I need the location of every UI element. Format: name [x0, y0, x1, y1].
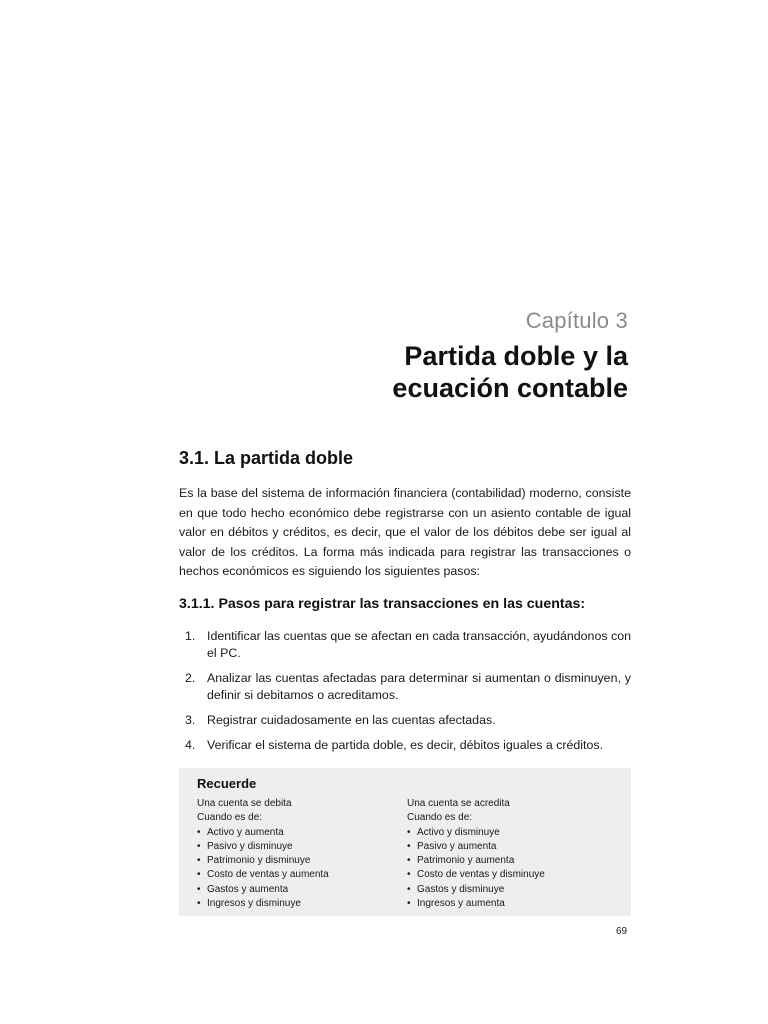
- step-number: 1.: [185, 629, 196, 643]
- step-number: 4.: [185, 738, 196, 752]
- step-item: [179, 737, 631, 754]
- debit-list: [197, 826, 407, 912]
- credit-item-text: Costo de ventas y disminuye: [417, 869, 545, 881]
- step-text: Analizar las cuentas afectadas para determinar si aumentan o disminuyen, y definir si debitamos o acreditamos.: [207, 671, 631, 702]
- debit-subheading: Cuando es de:: [197, 812, 263, 824]
- bullet-icon: •: [197, 883, 201, 895]
- step-item: [179, 628, 631, 662]
- debit-item-text: Activo y aumenta: [207, 826, 284, 838]
- bullet-icon: •: [197, 840, 201, 852]
- section-title: 3.1. La partida doble: [179, 448, 354, 468]
- step-text: Identificar las cuentas que se afectan en cada transacción, ayudándonos con el PC.: [207, 629, 631, 660]
- bullet-icon: •: [197, 855, 201, 867]
- debit-item: [197, 883, 407, 897]
- credit-item-text: Gastos y disminuye: [417, 883, 505, 895]
- steps-list: [179, 628, 631, 762]
- credit-item-text: Patrimonio y aumenta: [417, 855, 515, 867]
- step-item: [179, 670, 631, 704]
- credit-item: [407, 868, 617, 882]
- bullet-icon: •: [407, 898, 411, 910]
- debit-heading: Una cuenta se debita: [197, 798, 292, 809]
- bullet-icon: •: [407, 855, 411, 867]
- debit-item: [197, 826, 407, 840]
- chapter-title-line-2: ecuación contable: [392, 373, 628, 403]
- debit-item-text: Costo de ventas y aumenta: [207, 869, 329, 881]
- debit-item-text: Gastos y aumenta: [207, 883, 289, 895]
- credit-heading: Una cuenta se acredita: [407, 798, 510, 809]
- subsection-title: 3.1.1. Pasos para registrar las transacciones en las cuentas:: [179, 596, 586, 612]
- debit-item: [197, 897, 407, 911]
- recuerde-columns: [197, 797, 617, 911]
- credit-item: [407, 826, 617, 840]
- page-number: 69: [616, 926, 628, 937]
- step-number: 3.: [185, 713, 196, 727]
- recuerde-box: [179, 768, 631, 916]
- credit-item: [407, 883, 617, 897]
- debit-item: [197, 840, 407, 854]
- credit-item-text: Pasivo y aumenta: [417, 840, 497, 852]
- credit-item: [407, 854, 617, 868]
- bullet-icon: •: [407, 883, 411, 895]
- debit-item: [197, 868, 407, 882]
- debit-item-text: Pasivo y disminuye: [207, 840, 293, 852]
- chapter-label: Capítulo 3: [525, 308, 628, 333]
- credit-column: [407, 797, 617, 911]
- bullet-icon: •: [197, 869, 201, 881]
- credit-item-text: Ingresos y aumenta: [417, 898, 505, 910]
- bullet-icon: •: [407, 840, 411, 852]
- credit-list: [407, 826, 617, 912]
- step-text: Verificar el sistema de partida doble, es decir, débitos iguales a créditos.: [207, 738, 604, 752]
- chapter-title: [228, 340, 628, 404]
- debit-column: [197, 797, 407, 911]
- credit-item-text: Activo y disminuye: [417, 826, 500, 838]
- bullet-icon: •: [407, 826, 411, 838]
- step-item: [179, 712, 631, 729]
- credit-item: [407, 840, 617, 854]
- credit-subheading: Cuando es de:: [407, 812, 473, 824]
- intro-paragraph: Es la base del sistema de información financiera (contabilidad) moderno, consiste en que todo hecho económico debe registrarse con un asiento contable de igual valor en débitos y créditos, es decir, que el valor de los débitos debe ser igual al valor de los créditos. La forma más indicada para registrar las transacciones o hechos económicos es siguiendo los siguientes pasos:: [179, 486, 631, 578]
- bullet-icon: •: [197, 826, 201, 838]
- chapter-title-line-1: Partida doble y la: [404, 341, 628, 371]
- credit-item: [407, 897, 617, 911]
- debit-item-text: Patrimonio y disminuye: [207, 855, 311, 867]
- bullet-icon: •: [197, 898, 201, 910]
- bullet-icon: •: [407, 869, 411, 881]
- step-number: 2.: [185, 671, 196, 685]
- debit-item-text: Ingresos y disminuye: [207, 898, 301, 910]
- step-text: Registrar cuidadosamente en las cuentas afectadas.: [207, 713, 496, 727]
- debit-item: [197, 854, 407, 868]
- recuerde-title: Recuerde: [197, 776, 257, 791]
